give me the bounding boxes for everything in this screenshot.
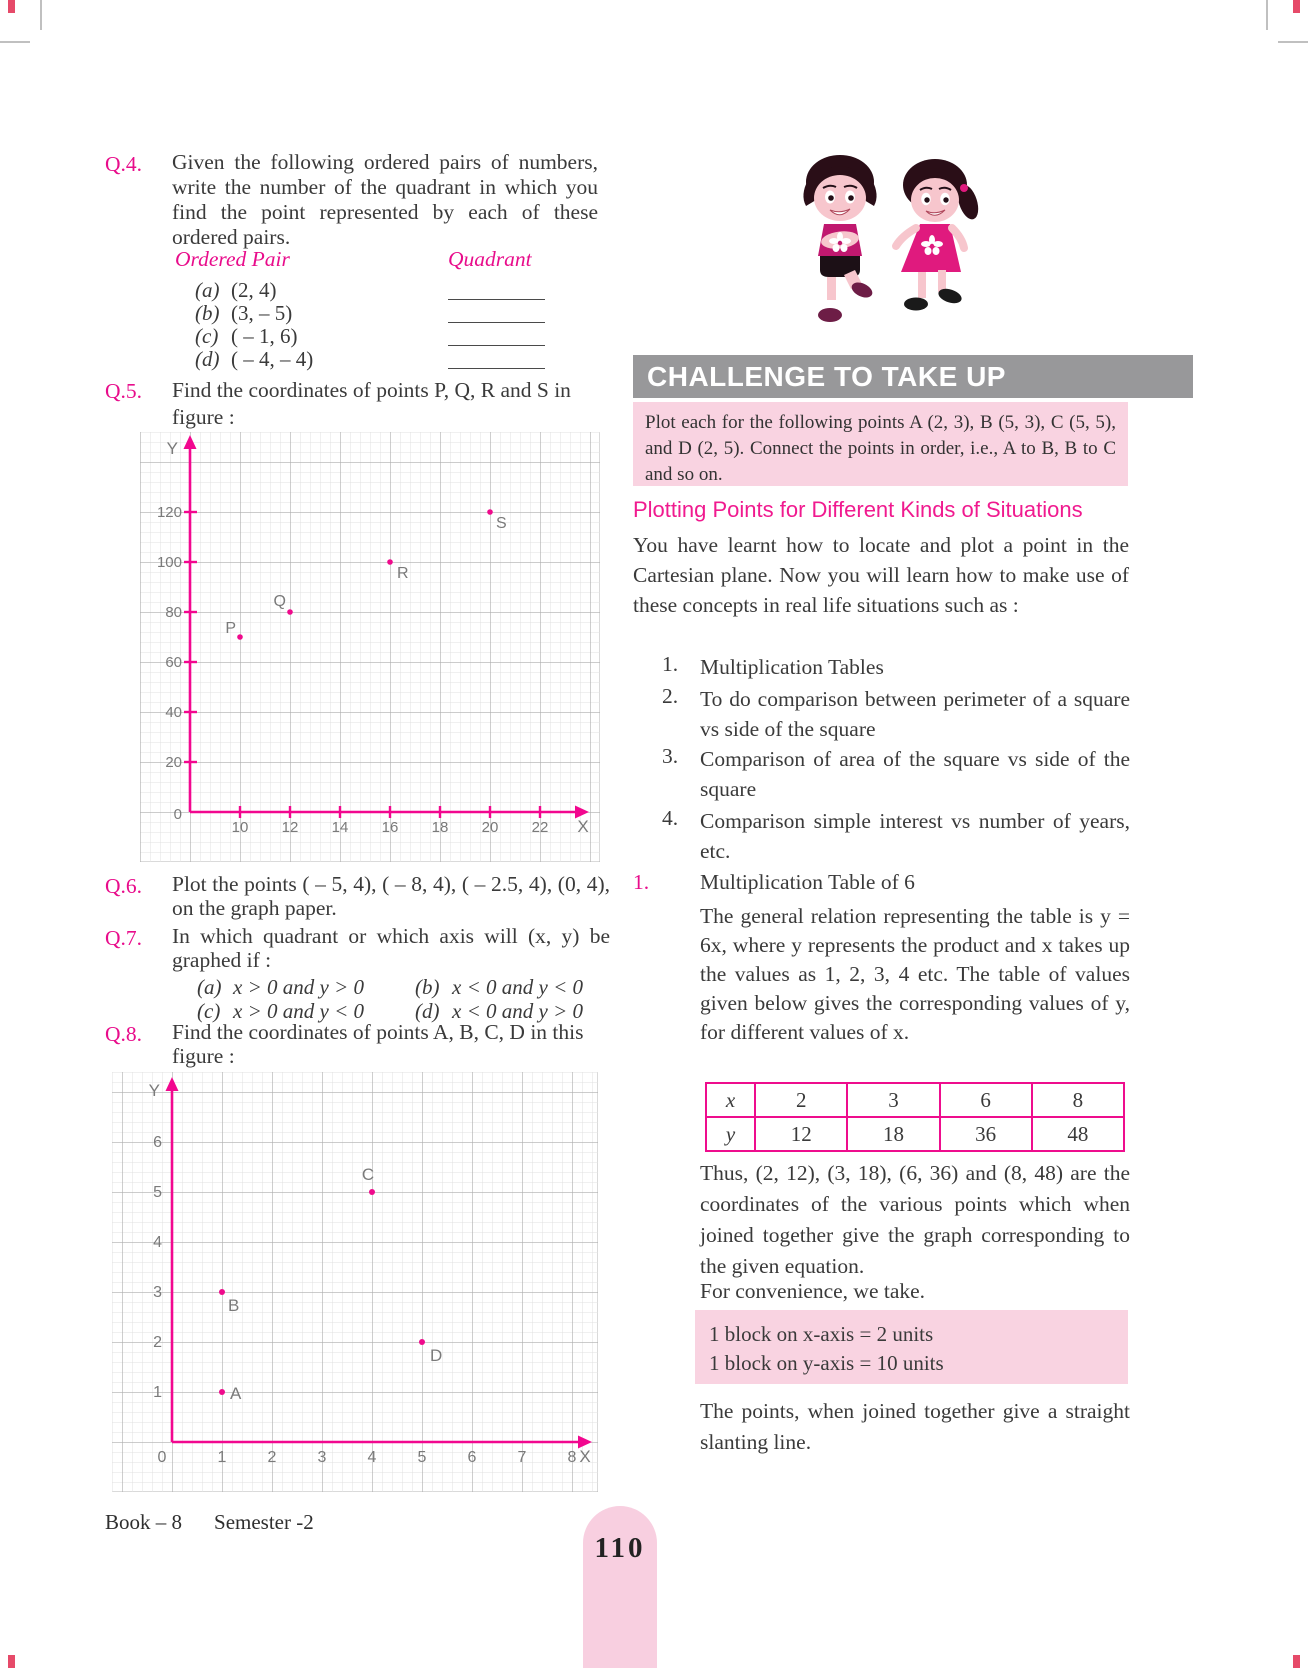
cell: 3	[847, 1083, 939, 1117]
x-tick: 8	[567, 1449, 577, 1466]
list-1-text: Multiplication Tables	[700, 655, 884, 679]
section-intro: You have learnt how to locate and plot a point in the Cartesian plane. Now you will learn how to make use of these concepts in real life situations such as :	[633, 533, 1129, 617]
y-tick: 60	[165, 654, 182, 671]
x-tick: 5	[417, 1449, 427, 1466]
cell: 18	[847, 1117, 939, 1151]
q5-label: Q.5.	[105, 379, 143, 403]
x-axis-label: X	[579, 1447, 591, 1466]
y-tick: 2	[153, 1334, 162, 1351]
convenience-line: For convenience, we take.	[700, 1279, 926, 1303]
point-A-label: A	[230, 1384, 242, 1403]
point-S	[487, 509, 493, 515]
x-tick: 14	[331, 819, 349, 836]
list-3-num: 3.	[662, 744, 679, 768]
q7-text: In which quadrant or which axis will (x, y) be graphed if :	[172, 924, 610, 972]
q4-item-d-tag: (d)	[195, 347, 220, 371]
x-tick: 12	[281, 819, 299, 836]
q4-item-d-pair: ( – 4, – 4)	[231, 347, 314, 371]
q5-graph	[140, 432, 600, 862]
point-C	[369, 1189, 375, 1195]
list-1-num: 1.	[662, 652, 679, 676]
x-axis-label: X	[577, 817, 589, 836]
table-row-y	[706, 1117, 1124, 1151]
q8-text: Find the coordinates of points A, B, C, D in this figure :	[172, 1020, 584, 1068]
cell: 8	[1032, 1083, 1124, 1117]
y-tick: 3	[153, 1284, 162, 1301]
list-4-text: Comparison simple interest vs number of years, etc.	[700, 809, 1130, 863]
answer-blank	[448, 299, 545, 300]
q7-option-b-tag: (b)	[415, 975, 440, 999]
q8-graph	[112, 1072, 598, 1492]
point-B-label: B	[228, 1296, 240, 1315]
cell-y-label: y	[706, 1117, 755, 1151]
point-Q-label: Q	[273, 593, 286, 610]
point-D	[419, 1339, 425, 1345]
values-table	[705, 1082, 1125, 1152]
x-tick: 18	[431, 819, 449, 836]
challenge-box: Plot each for the following points A (2, 3), B (5, 3), C (5, 5), and D (2, 5). Connect the points in order, i.e., A to B, B to C and so on.	[633, 402, 1128, 486]
y-tick: 1	[153, 1384, 162, 1401]
y-axis-label: Y	[148, 1081, 160, 1100]
challenge-header: CHALLENGE TO TAKE UP	[633, 355, 1193, 398]
y-tick: 100	[156, 554, 182, 571]
x-tick: 2	[267, 1449, 277, 1466]
cell: 36	[940, 1117, 1032, 1151]
cell: 12	[755, 1117, 847, 1151]
red-registration-tick	[1293, 1655, 1300, 1668]
point-R-label: R	[397, 565, 409, 582]
x-tick: 22	[531, 819, 549, 836]
page-number: 110	[594, 1532, 646, 1564]
girl-figure	[896, 159, 982, 311]
crop-mark	[40, 0, 42, 30]
table-row-x	[706, 1083, 1124, 1117]
x-tick: 7	[517, 1449, 527, 1466]
q4-item-a-tag: (a)	[195, 278, 220, 302]
q4-label: Q.4.	[105, 152, 143, 176]
footer-semester: Semester -2	[214, 1510, 314, 1534]
x-tick: 1	[217, 1449, 227, 1466]
q6-label: Q.6.	[105, 874, 143, 898]
q7-option-d-tag: (d)	[415, 999, 440, 1023]
page-number-capsule	[583, 1506, 657, 1668]
q7-option-d-text: x < 0 and y > 0	[452, 999, 583, 1023]
item1-title: Multiplication Table of 6	[700, 870, 915, 894]
item1-number: 1.	[633, 870, 650, 894]
q4-text: Given the following ordered pairs of numbers, write the number of the quadrant in which you find the point represented by each of these ordered pairs.	[172, 150, 598, 249]
x-tick: 3	[317, 1449, 327, 1466]
point-Q	[287, 609, 293, 615]
note-line-1: 1 block on x-axis = 2 units	[709, 1322, 934, 1346]
list-3-text: Comparison of area of the square vs side of the square	[700, 747, 1130, 801]
section-heading: Plotting Points for Different Kinds of Situations	[633, 497, 1083, 522]
x-tick: 4	[367, 1449, 377, 1466]
x-tick: 6	[467, 1449, 477, 1466]
point-P-label: P	[225, 620, 236, 637]
point-C-label: C	[361, 1165, 375, 1184]
q4-item-b-tag: (b)	[195, 301, 220, 325]
q6-text: Plot the points ( – 5, 4), ( – 8, 4), ( – 2.5, 4), (0, 4), on the graph paper.	[172, 872, 610, 920]
answer-blank	[448, 368, 545, 369]
list-2-num: 2.	[662, 684, 679, 708]
x-tick: 10	[231, 819, 249, 836]
children-illustration	[740, 140, 1020, 345]
q7-option-b-text: x < 0 and y < 0	[452, 975, 583, 999]
q4-item-c-pair: ( – 1, 6)	[231, 324, 298, 348]
x-tick: 0	[157, 1449, 167, 1466]
q4-item-c-tag: (c)	[195, 324, 219, 348]
point-R	[387, 559, 393, 565]
q4-item-b-pair: (3, – 5)	[231, 301, 293, 325]
y-tick: 5	[153, 1184, 162, 1201]
answer-blank	[448, 345, 545, 346]
cell: 6	[940, 1083, 1032, 1117]
red-registration-tick	[8, 1655, 15, 1668]
q7-option-c-tag: (c)	[197, 999, 221, 1023]
cell: 48	[1032, 1117, 1124, 1151]
crop-mark	[1278, 41, 1308, 43]
point-A	[219, 1389, 225, 1395]
point-D-label: D	[430, 1346, 443, 1365]
crop-mark	[1266, 0, 1268, 30]
q4-col2-header: Quadrant	[448, 247, 532, 271]
footer	[105, 1510, 314, 1535]
footer-book: Book – 8	[105, 1510, 183, 1534]
thus-paragraph: Thus, (2, 12), (3, 18), (6, 36) and (8, 48) are the coordinates of the various points which when joined together give the graph corresponding to the given equation.	[700, 1161, 1130, 1278]
y-tick: 20	[165, 754, 182, 771]
red-registration-tick	[1293, 0, 1300, 13]
q7-option-c-text: x > 0 and y < 0	[233, 999, 364, 1023]
q7-label: Q.7.	[105, 926, 143, 950]
q8-label: Q.8.	[105, 1022, 143, 1046]
q5-text: Find the coordinates of points P, Q, R and S in figure :	[172, 378, 571, 429]
points-paragraph: The points, when joined together give a straight slanting line.	[700, 1399, 1130, 1454]
q4-col1-header: Ordered Pair	[175, 247, 290, 271]
list-4-num: 4.	[662, 806, 679, 830]
cell-x-label: x	[706, 1083, 755, 1117]
origin-label: 0	[173, 806, 182, 823]
y-tick: 40	[165, 704, 182, 721]
y-tick: 4	[153, 1234, 162, 1251]
point-P	[237, 634, 243, 640]
crop-mark	[0, 41, 30, 43]
x-tick: 16	[381, 819, 399, 836]
y-tick: 6	[153, 1134, 162, 1151]
q7-option-a-tag: (a)	[197, 975, 222, 999]
item1-paragraph: The general relation representing the table is y = 6x, where y represents the product and x takes up the values as 1, 2, 3, 4 etc. The table of values given below gives the corresponding values of y, for different values of x.	[700, 904, 1130, 1044]
y-tick: 120	[156, 504, 182, 521]
note-line-2: 1 block on y-axis = 10 units	[709, 1351, 944, 1375]
q5-graph-svg	[140, 432, 600, 862]
note-box	[695, 1310, 1128, 1384]
q7-option-a-text: x > 0 and y > 0	[233, 975, 364, 999]
x-tick: 20	[481, 819, 499, 836]
cell: 2	[755, 1083, 847, 1117]
answer-blank	[448, 322, 545, 323]
q8-graph-svg	[112, 1072, 598, 1492]
y-axis-label: Y	[166, 439, 178, 458]
y-tick: 80	[165, 604, 182, 621]
point-B	[219, 1289, 225, 1295]
q4-item-a-pair: (2, 4)	[231, 278, 277, 302]
boy-figure	[803, 155, 876, 322]
list-2-text: To do comparison between perimeter of a square vs side of the square	[700, 687, 1130, 741]
red-registration-tick	[8, 0, 15, 13]
point-S-label: S	[496, 515, 507, 532]
